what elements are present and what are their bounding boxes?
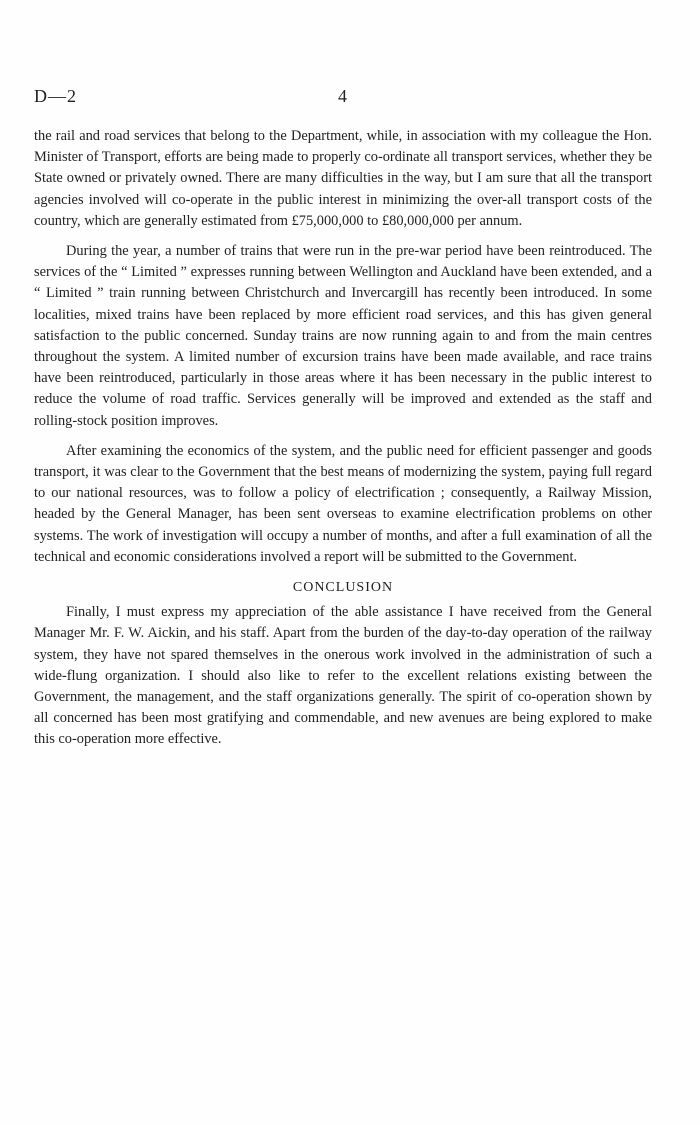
page-header (34, 86, 654, 110)
paragraph-continuation: the rail and road services that belong to the Department, while, in association with my colleague the Hon. Minister of Transport, efforts are being made to properly co-ordinate all transport services, whether they be State owned or privately owned. There are many difficulties in the way, but I am sure that all the transport agencies involved will co-operate in the public interest in minimizing the over-all transport costs of the country, which are generally estimated from £75,000,000 to £80,000,000 per annum. (34, 128, 652, 229)
paragraph-conclusion: Finally, I must express my appreciation of the able assistance I have received from the General Manager Mr. F. W. Aickin, and his staff. Apart from the burden of the day-to-day operation of the railway system, they have not spared themselves in the onerous work involved in the administration of such a wide-flung organization. I should also like to refer to the excellent relations existing between the Government, the management, and the staff organizations generally. The spirit of co-operation shown by all concerned has been most gratifying and commendable, and new avenues are being explored to make this co-operation more effective. (34, 604, 652, 748)
page-number: 4 (338, 86, 347, 106)
paragraph-electrification: After examining the economics of the system, and the public need for efficient passenger and goods transport, it was clear to the Government that the best means of modernizing the system, paying full regard to our national resources, was to follow a policy of electrification ; consequently, a Railway Mission, headed by the General Manager, has been sent overseas to examine electrification problems on other systems. The work of investigation will occupy a number of months, and after a full examination of all the technical and economic considerations involved a report will be submitted to the Government. (34, 442, 652, 565)
section-heading-conclusion: CONCLUSION (292, 580, 394, 596)
paragraph-train-services: During the year, a number of trains that were run in the pre-war period have been reintroduced. The services of the “ Limited ” expresses running between Wellington and Auckland have been extended, and a “ Limited ” train running between Christchurch and Invercargill has recently been introduced. In some localities, mixed trains have been replaced by more efficient road services, and this has given general satisfaction to the public concerned. Sunday trains are now running again to and from the main centres throughout the system. A limited number of excursion trains have been made available, and race trains have been reintroduced, particularly in those areas where it has been necessary in the public interest to reduce the volume of road traffic. Services generally will be improved and extended as the staff and rolling-stock position improves. (34, 243, 652, 429)
document-reference: D—2 (34, 86, 77, 106)
document-body (34, 126, 652, 760)
